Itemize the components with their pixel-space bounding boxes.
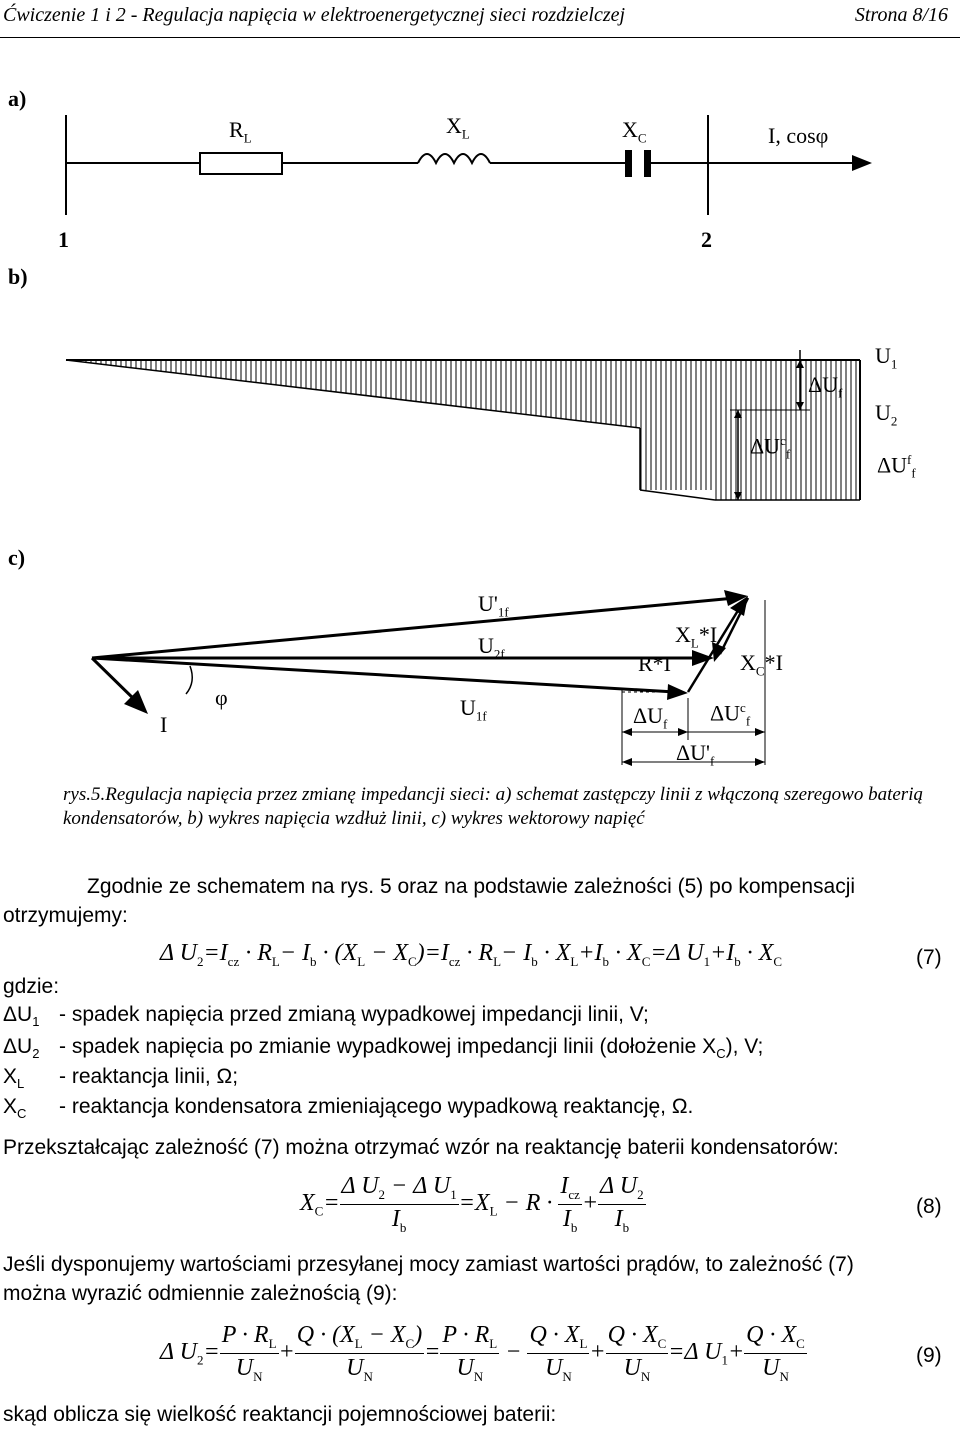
paragraph-1a: Zgodnie ze schematem na rys. 5 oraz na podstawie zależności (5) po kompensacji — [87, 875, 856, 898]
header-rule — [0, 37, 960, 38]
u1f-prime-vector — [92, 598, 735, 658]
fig-c-label: c) — [8, 545, 26, 570]
xc-label: $X_C$ — [622, 117, 647, 146]
fig-b-label: b) — [8, 264, 28, 289]
voltage-drop-area — [66, 360, 860, 500]
def-du2: $\Delta U_2$ - spadek napięcia po zmianie wypadkowej impedancji linii (dołożenie $X_C$), V; — [3, 1035, 764, 1062]
u1f-prime-label: $U'_{1f}$ — [478, 591, 509, 620]
du-c-f-label-c: $\Delta U^c_f$ — [710, 700, 751, 729]
resistor-rl — [200, 153, 282, 174]
gdzie-label: gdzie: — [3, 975, 60, 998]
u2f-label: $U_{2f}$ — [478, 633, 505, 662]
xl-label: $X_L$ — [446, 113, 470, 142]
du-f-f-label: $\Delta U^f_f$ — [877, 452, 916, 481]
inductor-xl — [418, 154, 490, 163]
du-c-f-label: $\Delta U^c_f$ — [750, 433, 791, 462]
current-label: I, cosφ — [768, 123, 829, 148]
du-f-label-c: $\Delta U_f$ — [633, 703, 668, 732]
u1f-label: $U_{1f}$ — [460, 695, 487, 724]
paragraph-1b: otrzymujemy: — [3, 904, 128, 927]
node-1-label: 1 — [58, 227, 69, 252]
equation-9: Δ $U_2=$ $\frac{P \cdot R_L}{U_N}$ + $\frac{Q \cdot (X_L - X_C)}{U_N}$ = $\frac{P \cdot R_L}{U_N}$ − $\frac{Q \cdot X_L}{U_N}$ + $\frac{Q \cdot X_C}{U_N}$ =Δ $U_1+$ $\frac{Q \cdot X_C}{U_N}$ — [160, 1322, 805, 1384]
def-xl: $X_L$ - reaktancja linii, Ω; — [3, 1065, 239, 1092]
fig-b-voltage-plot — [0, 330, 960, 520]
rl-label: $R_L$ — [229, 117, 252, 146]
equation-9-number: (9) — [916, 1344, 942, 1367]
page-number: Strona 8/16 — [854, 4, 948, 26]
def-du1: $\Delta U_1$ - spadek napięcia przed zmianą wypadkowej impedancji linii, V; — [3, 1003, 649, 1030]
capacitor-xc — [625, 150, 632, 177]
du-prime-f-label: $\Delta U'_f$ — [676, 740, 715, 769]
paragraph-2: Przekształcając zależność (7) można otrzymać wzór na reaktancję baterii kondensatorów: — [3, 1136, 839, 1159]
du-f-label: $\Delta U_f$ — [808, 372, 843, 401]
u1-label: $U_1$ — [875, 343, 898, 372]
paragraph-3b: można wyrazić odmiennie zależnością (9): — [3, 1282, 398, 1305]
fig-a-label: a) — [8, 86, 27, 111]
xc-i-label: $X_C*I$ — [740, 650, 783, 679]
phi-label: φ — [215, 685, 228, 710]
equation-7: Δ $U_2=I_{cz} \cdot R_L- I_b \cdot (X_L - X_C)=I_{cz} \cdot R_L- I_b \cdot X_L+I_b \cdot X_C=\Delta$ $U_1+I_b \cdot X_C$ — [160, 940, 783, 969]
r-i-label: R*I — [638, 651, 671, 676]
i-label: I — [160, 712, 168, 737]
def-xc: $X_C$ - reaktancja kondensatora zmieniającego wypadkową reaktancję, Ω. — [3, 1095, 694, 1122]
equation-7-number: (7) — [916, 946, 942, 969]
node-2-label: 2 — [701, 227, 712, 252]
equation-8: $X_C=$ $\frac{\Delta U_2 - \Delta U_1}{I_b}$ $=X_L - R$ · $\frac{I_{cz}}{I_b}$ + $\frac{\Delta U_2}{I_b}$ — [300, 1173, 644, 1235]
u2-label: $U_2$ — [875, 400, 898, 429]
paragraph-4: skąd oblicza się wielkość reaktancji pojemnościowej baterii: — [3, 1403, 557, 1426]
xl-i-label: $X_L*I$ — [675, 622, 718, 651]
u1f-vector — [92, 658, 675, 692]
header-title: Ćwiczenie 1 i 2 - Regulacja napięcia w elektroenergetycznej sieci rozdzielczej — [3, 4, 626, 26]
figure-caption: rys.5.Regulacja napięcia przez zmianę impedancji sieci: a) schemat zastępczy linii z włączoną szeregowo baterią kondensatorów, b) wykres napięcia wzdłuż linii, c) wykres wektorowy napięć — [63, 784, 923, 829]
paragraph-3a: Jeśli dysponujemy wartościami przesyłanej mocy zamiast wartości prądów, to zależność (7) — [3, 1253, 854, 1276]
equation-8-number: (8) — [916, 1195, 942, 1218]
